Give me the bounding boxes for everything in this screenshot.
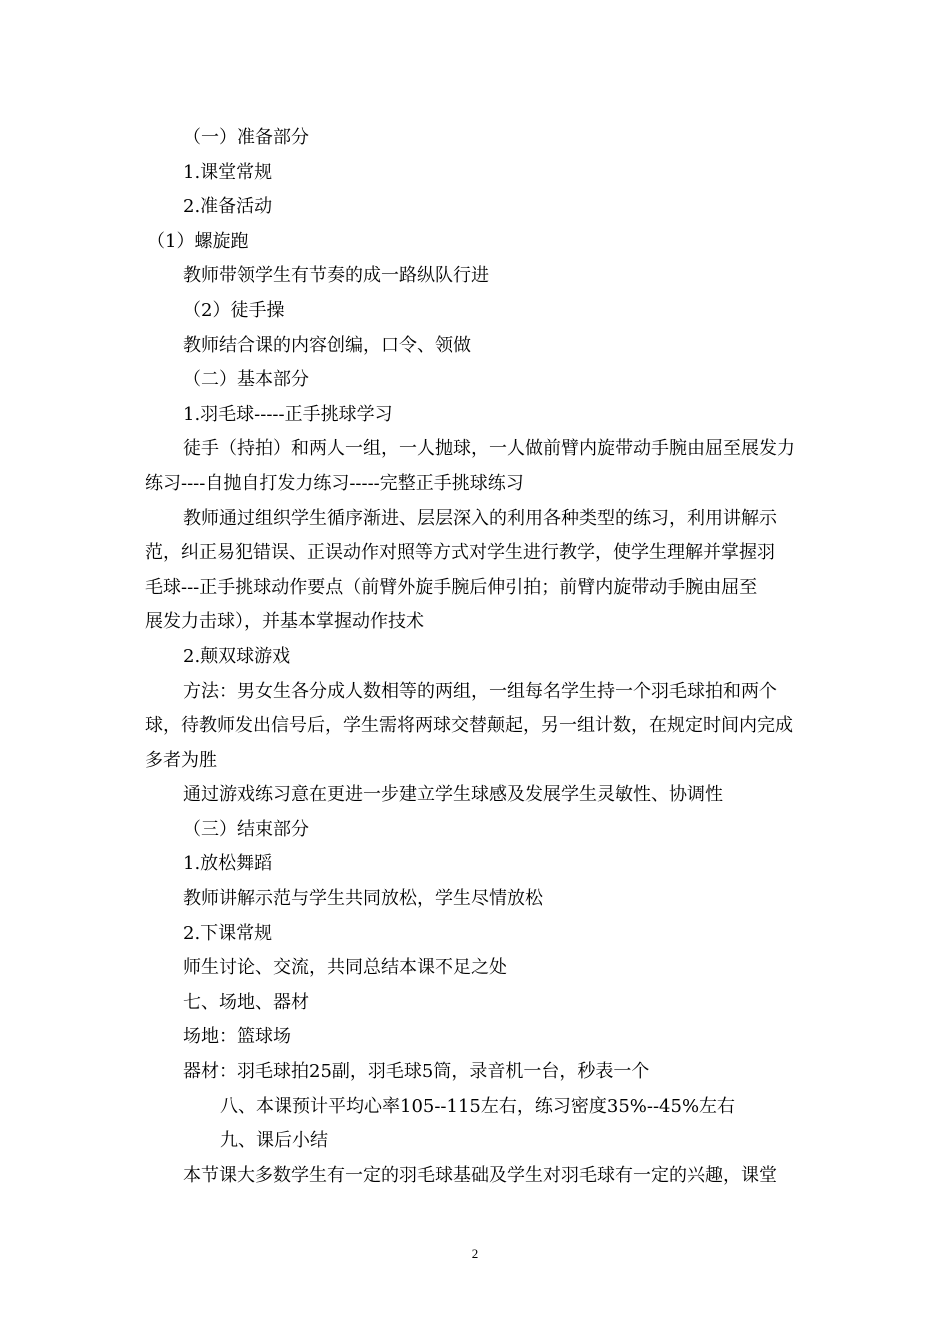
text-line: 2.下课常规 bbox=[183, 922, 273, 944]
section-heading-summary: 九、课后小结 bbox=[220, 1130, 328, 1152]
text-line: 2.颠双球游戏 bbox=[183, 645, 291, 667]
text-line: 徒手（持拍）和两人一组，一人抛球，一人做前臂内旋带动手腕由屈至展发力 bbox=[183, 438, 795, 460]
text-line: （1）螺旋跑 bbox=[147, 230, 249, 252]
text-line: 1.羽毛球-----正手挑球学习 bbox=[183, 403, 393, 425]
text-line: 多者为胜 bbox=[145, 749, 217, 771]
section-heading-heart-rate: 八、本课预计平均心率105--115左右，练习密度35%--45%左右 bbox=[220, 1095, 736, 1117]
text-line: 范，纠正易犯错误、正误动作对照等方式对学生进行教学，使学生理解并掌握羽 bbox=[145, 542, 775, 564]
text-line: 毛球---正手挑球动作要点（前臂外旋手腕后伸引拍；前臂内旋带动手腕由屈至 bbox=[145, 576, 758, 598]
text-line: 师生讨论、交流，共同总结本课不足之处 bbox=[183, 957, 507, 979]
text-line: （2）徒手操 bbox=[183, 299, 285, 321]
section-heading-preparation: （一）准备部分 bbox=[183, 127, 309, 148]
text-line: 教师带领学生有节奏的成一路纵队行进 bbox=[183, 265, 489, 287]
section-heading-venue: 七、场地、器材 bbox=[183, 991, 309, 1013]
text-line: 练习----自抛自打发力练习-----完整正手挑球练习 bbox=[145, 472, 524, 494]
text-line: 球，待教师发出信号后，学生需将两球交替颠起，另一组计数，在规定时间内完成 bbox=[145, 715, 793, 737]
text-line: 2.准备活动 bbox=[183, 196, 273, 218]
text-line: 场地：篮球场 bbox=[183, 1026, 291, 1048]
text-line: 1.课堂常规 bbox=[183, 161, 273, 183]
text-line: 展发力击球），并基本掌握动作技术 bbox=[145, 611, 424, 633]
page-number: 2 bbox=[471, 1246, 479, 1261]
text-line: 教师通过组织学生循序渐进、层层深入的利用各种类型的练习，利用讲解示 bbox=[183, 507, 777, 529]
text-line: 教师讲解示范与学生共同放松，学生尽情放松 bbox=[183, 888, 543, 910]
document-body bbox=[145, 121, 810, 1193]
section-heading-basic: （二）基本部分 bbox=[183, 369, 309, 391]
section-heading-ending: （三）结束部分 bbox=[183, 818, 309, 840]
text-line: 通过游戏练习意在更进一步建立学生球感及发展学生灵敏性、协调性 bbox=[183, 784, 723, 806]
text-line: 方法：男女生各分成人数相等的两组，一组每名学生持一个羽毛球拍和两个 bbox=[183, 680, 777, 702]
text-line: 1.放松舞蹈 bbox=[183, 853, 273, 875]
text-line: 器材：羽毛球拍25副，羽毛球5筒，录音机一台，秒表一个 bbox=[183, 1061, 650, 1083]
text-line: 本节课大多数学生有一定的羽毛球基础及学生对羽毛球有一定的兴趣，课堂 bbox=[183, 1164, 777, 1186]
text-line: 教师结合课的内容创编，口令、领做 bbox=[183, 334, 471, 356]
